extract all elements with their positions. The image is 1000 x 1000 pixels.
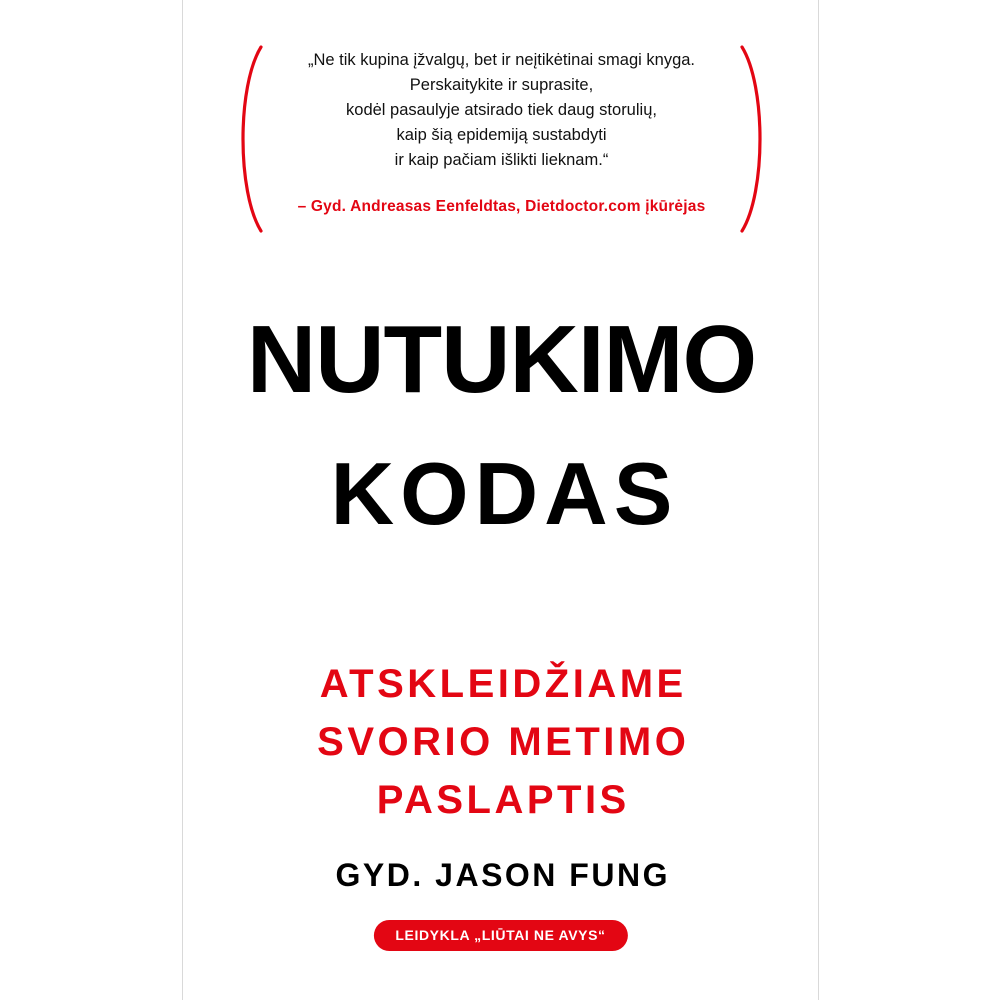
quote-text — [243, 48, 760, 173]
subtitle-line-1: ATSKLEIDŽIAME — [319, 662, 687, 706]
quote-line-3: kodėl pasaulyje atsirado tiek daug storulių, — [346, 101, 657, 119]
title-line-2: KODAS — [330, 444, 679, 543]
quote-block — [183, 38, 820, 238]
author-name: GYD. JASON FUNG — [335, 857, 670, 893]
subtitle-line-3: PASLAPTIS — [376, 778, 630, 822]
subtitle-line-2: SVORIO METIMO — [317, 720, 690, 764]
cover-page — [182, 0, 819, 1000]
quote-line-2: Perskaitykite ir suprasite, — [409, 76, 594, 94]
quote-line-5: ir kaip pačiam išlikti lieknam.“ — [394, 151, 609, 169]
subtitle — [183, 655, 820, 829]
title-line-1: NUTUKIMO — [246, 306, 757, 413]
quote-line-4: kaip šią epidemiją sustabdyti — [396, 126, 607, 144]
quote-line-1: „Ne tik kupina įžvalgų, bet ir neįtikėtinai smagi knyga. — [307, 51, 696, 69]
quote-attribution: – Gyd. Andreasas Eenfeldtas, Dietdoctor.com įkūrėjas — [297, 198, 706, 215]
publisher-badge: LEIDYKLA „LIŪTAI NE AVYS“ — [373, 920, 627, 951]
